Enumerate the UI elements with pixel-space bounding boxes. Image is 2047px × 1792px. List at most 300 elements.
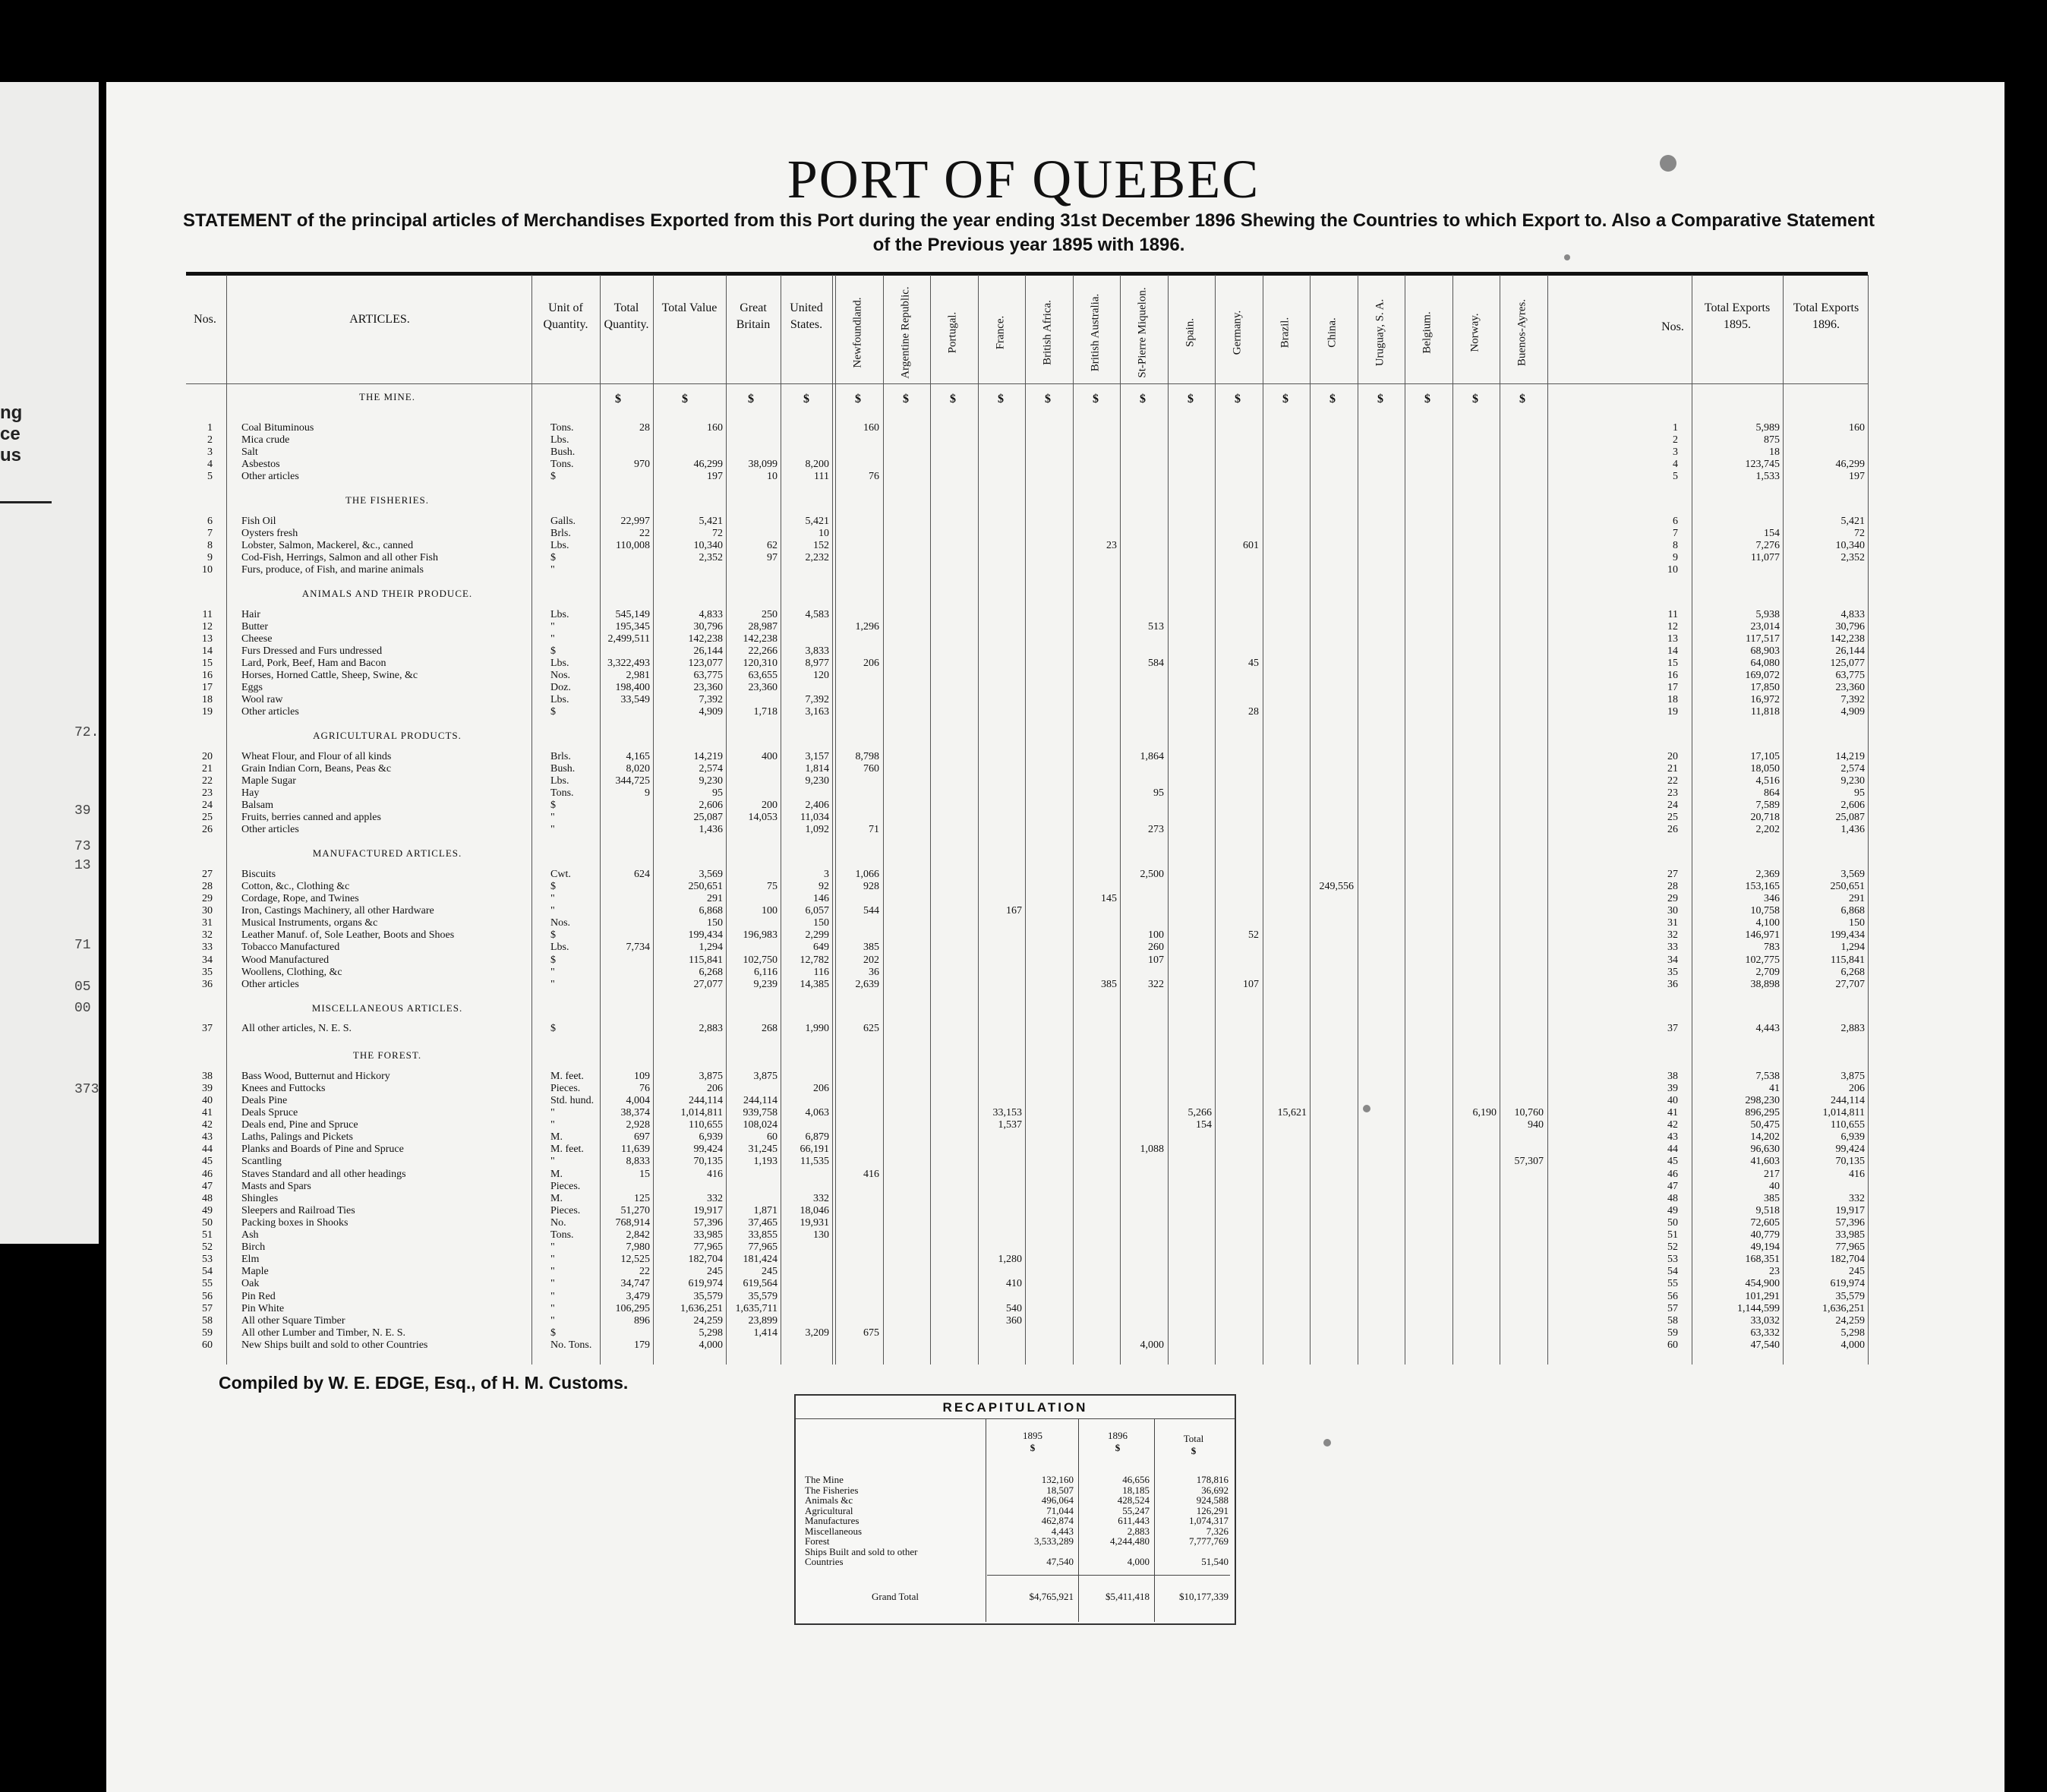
total-quantity: 125 [634, 1193, 650, 1204]
recap-total-value: 51,540 [1201, 1556, 1229, 1567]
table-row [0, 1217, 2047, 1229]
total-quantity: 2,981 [626, 670, 650, 681]
country-value: 45 [1248, 658, 1259, 669]
unit-of-quantity: Lbs. [550, 942, 569, 953]
united-states-value: 146 [813, 893, 829, 904]
row-number: 9 [207, 552, 213, 563]
table-row [0, 1023, 2047, 1035]
row-number: 12 [202, 621, 213, 633]
row-number-right: 21 [1667, 763, 1678, 775]
row-number: 34 [202, 954, 213, 966]
currency-symbol: $ [1093, 393, 1099, 405]
recap-total-value: 178,816 [1196, 1474, 1229, 1485]
header-country-label: China. [1326, 317, 1339, 348]
unit-of-quantity: " [550, 1107, 555, 1118]
paper-speck [1323, 1439, 1331, 1447]
exports-1896: 2,883 [1840, 1023, 1865, 1034]
table-row [0, 1169, 2047, 1181]
row-number-right: 7 [1673, 528, 1678, 539]
row-number: 29 [202, 893, 213, 904]
table-row [0, 1339, 2047, 1352]
total-value: 1,436 [699, 824, 723, 835]
great-britain-value: 939,758 [743, 1107, 777, 1118]
currency-symbol: $ [1188, 393, 1194, 405]
unit-of-quantity: Doz. [550, 682, 571, 693]
row-number-right: 48 [1667, 1193, 1678, 1204]
row-number-right: 30 [1667, 905, 1678, 917]
total-quantity: 195,345 [615, 621, 650, 633]
total-quantity: 970 [634, 459, 650, 470]
exports-1895: 2,709 [1755, 967, 1780, 978]
article-name: Butter [241, 621, 268, 633]
row-number: 31 [202, 917, 213, 929]
row-number-right: 47 [1667, 1181, 1678, 1192]
unit-of-quantity: $ [550, 954, 556, 966]
recap-column-rule [1078, 1418, 1079, 1622]
row-number: 6 [207, 516, 213, 527]
section-title: THE MINE. [359, 391, 415, 402]
recap-currency: $ [1191, 1445, 1197, 1456]
row-number-right: 33 [1667, 942, 1678, 953]
exports-1896: 4,833 [1840, 609, 1865, 620]
country-value: 410 [1006, 1278, 1022, 1289]
article-name: Tobacco Manufactured [241, 942, 340, 953]
united-states-value: 66,191 [800, 1144, 829, 1155]
table-row [0, 706, 2047, 718]
newfoundland-value: 385 [863, 942, 879, 953]
header-country [1452, 285, 1498, 380]
article-name: All other articles, N. E. S. [241, 1023, 352, 1034]
united-states-value: 3 [824, 869, 829, 880]
table-row [0, 1278, 2047, 1290]
great-britain-value: 23,360 [748, 682, 777, 693]
country-value: 100 [1148, 929, 1164, 941]
recap-grand-total-all: $10,177,339 [1179, 1591, 1229, 1602]
article-name: Cheese [241, 633, 273, 645]
total-value: 27,077 [693, 979, 723, 990]
exports-1896: 125,077 [1830, 658, 1865, 669]
great-britain-value: 3,875 [753, 1071, 777, 1082]
united-states-value: 4,583 [805, 609, 829, 620]
article-name: Pin Red [241, 1291, 276, 1302]
row-number-right: 46 [1667, 1169, 1678, 1180]
country-value: 385 [1101, 979, 1117, 990]
table-row [0, 694, 2047, 706]
row-number-right: 53 [1667, 1254, 1678, 1265]
exports-1896: 6,868 [1840, 905, 1865, 917]
country-value: 4,000 [1140, 1339, 1164, 1351]
table-row [0, 1266, 2047, 1278]
article-name: Planks and Boards of Pine and Spruce [241, 1144, 404, 1155]
united-states-value: 3,163 [805, 706, 829, 718]
unit-of-quantity: " [550, 1303, 555, 1314]
great-britain-value: 1,871 [753, 1205, 777, 1216]
table-row [0, 471, 2047, 483]
exports-1895: 864 [1764, 787, 1780, 799]
great-britain-value: 14,053 [748, 812, 777, 823]
exports-1896: 25,087 [1835, 812, 1865, 823]
row-number-right: 15 [1667, 658, 1678, 669]
row-number: 42 [202, 1119, 213, 1131]
row-number-right: 40 [1667, 1095, 1678, 1106]
total-value: 70,135 [693, 1156, 723, 1167]
article-name: Cotton, &c., Clothing &c [241, 881, 350, 892]
exports-1895: 33,032 [1750, 1315, 1780, 1327]
exports-1895: 9,518 [1755, 1205, 1780, 1216]
unit-of-quantity: Pieces. [550, 1205, 581, 1216]
country-value: 52 [1248, 929, 1259, 941]
great-britain-value: 77,965 [748, 1241, 777, 1253]
article-name: Laths, Palings and Pickets [241, 1131, 353, 1143]
article-name: Musical Instruments, organs &c [241, 917, 378, 929]
total-quantity: 624 [634, 869, 650, 880]
unit-of-quantity: Tons. [550, 422, 574, 434]
united-states-value: 1,092 [805, 824, 829, 835]
country-value: 940 [1528, 1119, 1544, 1131]
total-quantity: 545,149 [615, 609, 650, 620]
exports-1895: 17,105 [1750, 751, 1780, 762]
row-number: 27 [202, 869, 213, 880]
total-value: 199,434 [688, 929, 723, 941]
country-value: 513 [1148, 621, 1164, 633]
header-country-label: Portugal. [946, 311, 959, 353]
unit-of-quantity: $ [550, 1023, 556, 1034]
article-name: Packing boxes in Shooks [241, 1217, 349, 1229]
recap-row-label: Agricultural [805, 1504, 853, 1516]
recap-1895-value: 496,064 [1041, 1494, 1074, 1506]
currency-symbol: $ [1329, 393, 1336, 405]
country-value: 107 [1243, 979, 1259, 990]
total-value: 4,909 [699, 706, 723, 718]
row-number-right: 51 [1667, 1229, 1678, 1241]
total-value: 160 [707, 422, 723, 434]
article-name: Other articles [241, 979, 299, 990]
total-quantity: 76 [639, 1083, 650, 1094]
exports-1896: 199,434 [1830, 929, 1865, 941]
row-number: 7 [207, 528, 213, 539]
row-number-right: 2 [1673, 434, 1678, 446]
table-row [0, 800, 2047, 812]
total-value: 332 [707, 1193, 723, 1204]
total-quantity: 11,639 [621, 1144, 650, 1155]
unit-of-quantity: Pieces. [550, 1181, 581, 1192]
newfoundland-value: 416 [863, 1169, 879, 1180]
total-quantity: 2,842 [626, 1229, 650, 1241]
united-states-value: 332 [813, 1193, 829, 1204]
total-value: 110,655 [689, 1119, 723, 1131]
total-value: 244,114 [689, 1095, 723, 1106]
row-number: 26 [202, 824, 213, 835]
newfoundland-value: 1,296 [855, 621, 879, 633]
newfoundland-value: 8,798 [855, 751, 879, 762]
article-name: Maple [241, 1266, 269, 1277]
total-quantity: 8,833 [626, 1156, 650, 1167]
row-number-right: 6 [1673, 516, 1678, 527]
header-country [1025, 285, 1071, 380]
recap-1896-value: 428,524 [1117, 1494, 1150, 1506]
scrap-number: 71 [74, 938, 91, 953]
unit-of-quantity: No. [550, 1217, 566, 1229]
exports-1896: 2,606 [1840, 800, 1865, 811]
total-value: 5,298 [699, 1327, 723, 1339]
united-states-value: 4,063 [805, 1107, 829, 1118]
recap-1896-value: 4,000 [1127, 1556, 1150, 1567]
exports-1896: 5,298 [1840, 1327, 1865, 1339]
exports-1896: 250,651 [1830, 881, 1865, 892]
exports-1896: 6,939 [1840, 1131, 1865, 1143]
header-country [978, 285, 1024, 380]
unit-of-quantity: " [550, 905, 555, 917]
exports-1895: 783 [1764, 942, 1780, 953]
great-britain-value: 250 [762, 609, 777, 620]
currency-symbol: $ [1235, 393, 1241, 405]
article-name: Fish Oil [241, 516, 276, 527]
total-value: 182,704 [688, 1254, 723, 1265]
total-value: 30,796 [693, 621, 723, 633]
header-country [1500, 285, 1545, 380]
exports-1896: 99,424 [1835, 1144, 1865, 1155]
country-value: 28 [1248, 706, 1259, 718]
united-states-value: 8,200 [805, 459, 829, 470]
exports-1896: 1,436 [1840, 824, 1865, 835]
article-name: Balsam [241, 800, 273, 811]
header-exports-1896: Total Exports 1896. [1793, 301, 1859, 331]
great-britain-value: 120,310 [743, 658, 777, 669]
row-number-right: 59 [1667, 1327, 1678, 1339]
exports-1895: 146,971 [1745, 929, 1780, 941]
exports-1895: 10,758 [1750, 905, 1780, 917]
section-title: THE FOREST. [352, 1049, 422, 1061]
header-country [1310, 285, 1355, 380]
great-britain-value: 1,414 [753, 1327, 777, 1339]
article-name: Lard, Pork, Beef, Ham and Bacon [241, 658, 386, 669]
table-row [0, 979, 2047, 991]
total-quantity: 7,980 [626, 1241, 650, 1253]
currency-symbol: $ [1472, 393, 1478, 405]
exports-1895: 72,605 [1750, 1217, 1780, 1229]
row-number: 41 [202, 1107, 213, 1118]
row-number: 38 [202, 1071, 213, 1082]
header-country-label: Spain. [1184, 317, 1197, 347]
country-value: 1,088 [1140, 1144, 1164, 1155]
table-row [0, 446, 2047, 459]
row-number: 54 [202, 1266, 213, 1277]
article-name: Mica crude [241, 434, 290, 446]
unit-of-quantity: " [550, 824, 555, 835]
exports-1895: 41,603 [1750, 1156, 1780, 1167]
exports-1896: 1,014,811 [1822, 1107, 1865, 1118]
exports-1895: 5,989 [1755, 422, 1780, 434]
unit-of-quantity: $ [550, 645, 556, 657]
article-name: Furs, produce, of Fish, and marine animals [241, 564, 424, 576]
header-country [1263, 285, 1308, 380]
exports-1896: 1,636,251 [1822, 1303, 1865, 1314]
table-row [0, 954, 2047, 967]
exports-1895: 23 [1769, 1266, 1780, 1277]
table-row [0, 564, 2047, 576]
row-number-right: 41 [1667, 1107, 1678, 1118]
article-name: Cordage, Rope, and Twines [241, 893, 359, 904]
row-number-right: 25 [1667, 812, 1678, 823]
unit-of-quantity: Nos. [550, 670, 571, 681]
row-number-right: 49 [1667, 1205, 1678, 1216]
row-number: 16 [202, 670, 213, 681]
article-name: Knees and Futtocks [241, 1083, 326, 1094]
table-row [0, 670, 2047, 682]
exports-1896: 70,135 [1835, 1156, 1865, 1167]
article-name: New Ships built and sold to other Countries [241, 1339, 428, 1351]
row-number: 45 [202, 1156, 213, 1167]
united-states-value: 10 [818, 528, 829, 539]
exports-1895: 101,291 [1745, 1291, 1780, 1302]
row-number: 22 [202, 775, 213, 787]
scrap-number: 00 [74, 1001, 91, 1016]
recap-total-value: 1,074,317 [1189, 1515, 1229, 1526]
row-number: 49 [202, 1205, 213, 1216]
row-number: 48 [202, 1193, 213, 1204]
total-value: 6,868 [699, 905, 723, 917]
united-states-value: 92 [818, 881, 829, 892]
total-value: 150 [707, 917, 723, 929]
exports-1895: 40,779 [1750, 1229, 1780, 1241]
unit-of-quantity: " [550, 1119, 555, 1131]
total-quantity: 697 [634, 1131, 650, 1143]
total-quantity: 28 [639, 422, 650, 434]
row-number: 58 [202, 1315, 213, 1327]
currency-symbol: $ [1519, 393, 1525, 405]
unit-of-quantity: " [550, 1278, 555, 1289]
row-number: 17 [202, 682, 213, 693]
table-row [0, 434, 2047, 446]
row-number-right: 4 [1673, 459, 1678, 470]
exports-1895: 11,077 [1751, 552, 1780, 563]
country-value: 260 [1148, 942, 1164, 953]
total-value: 24,259 [693, 1315, 723, 1327]
total-quantity: 22 [639, 1266, 650, 1277]
exports-1895: 153,165 [1745, 881, 1780, 892]
unit-of-quantity: Cwt. [550, 869, 571, 880]
article-name: Hay [241, 787, 260, 799]
country-value: 154 [1196, 1119, 1212, 1131]
table-row [0, 540, 2047, 552]
row-number: 11 [202, 609, 213, 620]
table-row [0, 1315, 2047, 1327]
recap-1895-value: 462,874 [1041, 1515, 1074, 1526]
great-britain-value: 33,855 [748, 1229, 777, 1241]
row-number: 60 [202, 1339, 213, 1351]
total-quantity: 106,295 [615, 1303, 650, 1314]
total-value: 3,875 [699, 1071, 723, 1082]
recap-row-label: Manufactures [805, 1515, 859, 1526]
table-row [0, 459, 2047, 471]
country-value: 2,500 [1140, 869, 1164, 880]
section-title: MISCELLANEOUS ARTICLES. [311, 1002, 463, 1014]
exports-1895: 123,745 [1745, 459, 1780, 470]
country-value: 1,537 [998, 1119, 1022, 1131]
exports-1896: 35,579 [1835, 1291, 1865, 1302]
unit-of-quantity: " [550, 1315, 555, 1327]
table-row [0, 787, 2047, 800]
row-number-right: 8 [1673, 540, 1678, 551]
row-number: 2 [207, 434, 213, 446]
united-states-value: 649 [813, 942, 829, 953]
recap-row-label: Forest [805, 1535, 830, 1547]
row-number-right: 10 [1667, 564, 1678, 576]
exports-1895: 7,589 [1755, 800, 1780, 811]
great-britain-value: 75 [767, 881, 777, 892]
scrap-number: 73 [74, 839, 91, 854]
recap-currency: $ [1030, 1442, 1036, 1453]
currency-symbol: $ [855, 393, 861, 405]
exports-1895: 18,050 [1750, 763, 1780, 775]
exports-1895: 2,369 [1755, 869, 1780, 880]
table-row [0, 1291, 2047, 1303]
table-row [0, 942, 2047, 954]
header-country-label: British Australia. [1089, 293, 1102, 371]
article-name: Wood Manufactured [241, 954, 330, 966]
row-number-right: 32 [1667, 929, 1678, 941]
country-value: 23 [1106, 540, 1117, 551]
total-value: 2,352 [699, 552, 723, 563]
recap-1896-value: 2,883 [1127, 1525, 1150, 1537]
united-states-value: 6,879 [805, 1131, 829, 1143]
row-number: 36 [202, 979, 213, 990]
exports-1896: 23,360 [1835, 682, 1865, 693]
row-number: 15 [202, 658, 213, 669]
unit-of-quantity: " [550, 633, 555, 645]
united-states-value: 2,299 [805, 929, 829, 941]
header-nos-right: Nos. [1661, 320, 1684, 333]
row-number: 32 [202, 929, 213, 941]
header-country [835, 285, 881, 380]
table-row [0, 1181, 2047, 1193]
country-value: 1,280 [998, 1254, 1022, 1265]
recap-currency: $ [1115, 1442, 1121, 1453]
total-value: 4,000 [699, 1339, 723, 1351]
recap-total-value: 924,588 [1196, 1494, 1229, 1506]
header-country-label: Belgium. [1421, 311, 1434, 354]
recap-col-total: Total [1183, 1433, 1204, 1444]
scrap-text: us [0, 445, 22, 465]
compiled-by-note: Compiled by W. E. EDGE, Esq., of H. M. Customs. [219, 1373, 629, 1393]
recap-row-label: The Mine [805, 1474, 844, 1485]
exports-1896: 72 [1854, 528, 1865, 539]
row-number: 1 [207, 422, 213, 434]
united-states-value: 14,385 [800, 979, 829, 990]
total-quantity: 51,270 [620, 1205, 650, 1216]
header-rule [186, 272, 1868, 276]
exports-1896: 26,144 [1835, 645, 1865, 657]
article-name: Asbestos [241, 459, 280, 470]
currency-symbol: $ [1377, 393, 1383, 405]
row-number: 13 [202, 633, 213, 645]
newfoundland-value: 675 [863, 1327, 879, 1339]
article-name: Maple Sugar [241, 775, 296, 787]
currency-symbol: $ [1282, 393, 1288, 405]
row-number: 51 [202, 1229, 213, 1241]
great-britain-value: 63,655 [748, 670, 777, 681]
row-number-right: 57 [1667, 1303, 1678, 1314]
table-row [0, 1193, 2047, 1205]
total-quantity: 38,374 [620, 1107, 650, 1118]
table-row [0, 1229, 2047, 1241]
row-number-right: 12 [1667, 621, 1678, 633]
header-total-qty: Total Quantity. [604, 301, 649, 331]
recap-1895-value: 3,533,289 [1034, 1535, 1074, 1547]
article-name: Shingles [241, 1193, 279, 1204]
united-states-value: 12,782 [800, 954, 829, 966]
table-row [0, 633, 2047, 645]
